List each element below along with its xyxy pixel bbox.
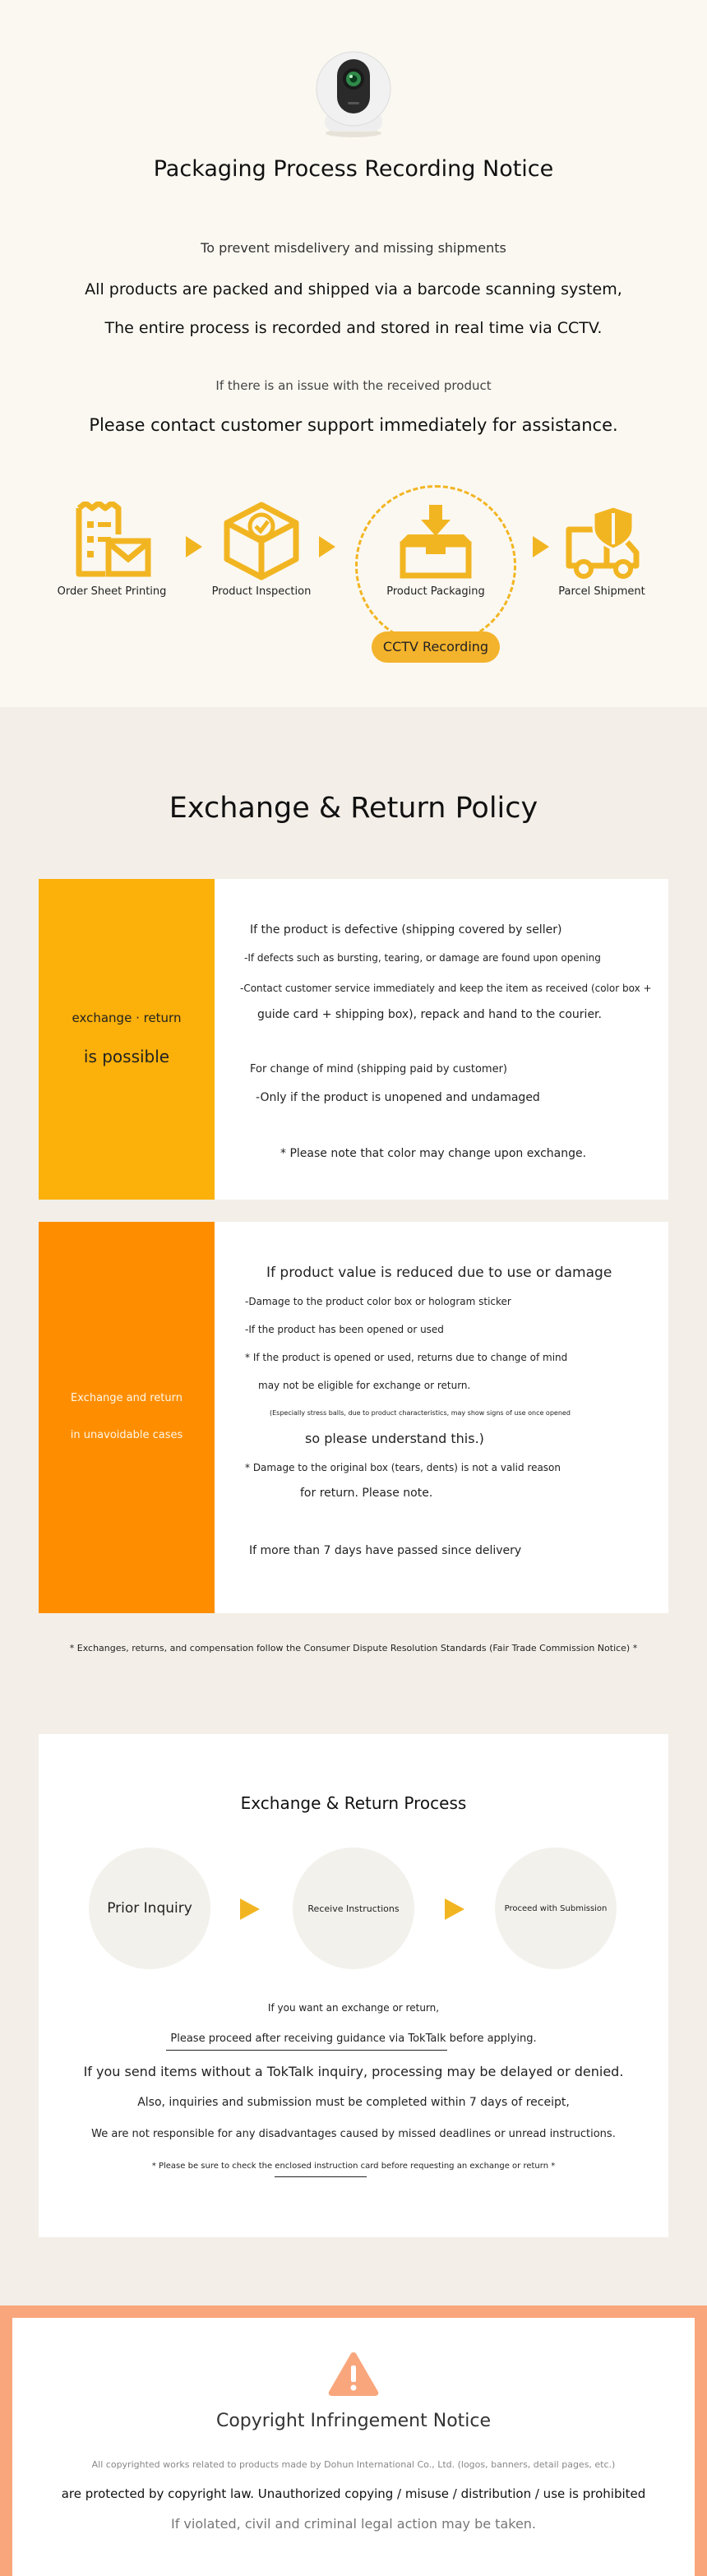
step-label: Receive Instructions xyxy=(307,1903,400,1914)
inspection-box-icon xyxy=(220,502,303,580)
underline xyxy=(275,2176,367,2177)
copyright-line: All copyrighted works related to products made by Dohun International Co., Ltd. (logos, banners, detail pages, etc.) xyxy=(91,2459,616,2470)
step-label: Parcel Shipment xyxy=(558,585,645,598)
policy-line: -Damage to the product color box or hologram sticker xyxy=(245,1296,511,1307)
recording-title: Packaging Process Recording Notice xyxy=(153,156,554,182)
side-label: Exchange and return xyxy=(71,1392,183,1404)
side-label: in unavoidable cases xyxy=(70,1429,183,1441)
policy-line: guide card + shipping box), repack and hand to the courier. xyxy=(257,1008,602,1021)
cctv-camera-icon xyxy=(315,48,392,140)
step-shipment xyxy=(544,502,659,598)
copyright-section xyxy=(0,2305,707,2576)
policy-line: * If the product is opened or used, returns due to change of mind xyxy=(245,1352,568,1363)
policy-line: -Only if the product is unopened and undamaged xyxy=(256,1091,540,1104)
process-line: If you send items without a TokTalk inquiry, processing may be delayed or denied. xyxy=(83,2064,624,2079)
step-label: Prior Inquiry xyxy=(107,1900,192,1917)
underline xyxy=(166,2050,447,2051)
policy-line: so please understand this.) xyxy=(305,1431,484,1446)
step-prior-inquiry xyxy=(89,1848,210,1969)
policy-line: If the product is defective (shipping covered by seller) xyxy=(250,923,562,937)
exchange-possible-side xyxy=(39,879,215,1200)
exchange-unavailable-box xyxy=(39,1222,668,1613)
truck-shield-icon xyxy=(561,502,643,580)
exchange-unavailable-side xyxy=(39,1222,215,1613)
packaging-box-icon xyxy=(395,502,477,580)
process-line: If you want an exchange or return, xyxy=(267,2002,440,2014)
issue-intro: If there is an issue with the received product xyxy=(215,378,492,393)
step-arrow-icon xyxy=(445,1898,464,1920)
copyright-line: are protected by copyright law. Unauthorized copying / misuse / distribution / use is prohibited xyxy=(61,2486,646,2501)
process-line: We are not responsible for any disadvantages caused by missed deadlines or unread instructions. xyxy=(91,2128,616,2140)
side-status: is possible xyxy=(83,1047,170,1066)
step-arrow-icon xyxy=(319,536,335,557)
order-sheet-icon xyxy=(71,502,153,580)
step-arrow-icon xyxy=(240,1898,260,1920)
step-label: Proceed with Submission xyxy=(504,1903,608,1913)
policy-line: For change of mind (shipping paid by customer) xyxy=(250,1063,507,1075)
step-arrow-icon xyxy=(186,536,202,557)
cctv-recording-badge: CCTV Recording xyxy=(372,631,500,663)
exchange-possible-box xyxy=(39,879,668,1200)
step-label: Product Inspection xyxy=(211,585,312,598)
recording-intro: To prevent misdelivery and missing shipments xyxy=(201,240,506,256)
policy-line: * Damage to the original box (tears, dents) is not a valid reason xyxy=(245,1462,561,1473)
process-card xyxy=(39,1734,668,2237)
copyright-card xyxy=(12,2318,695,2576)
recording-line-2: The entire process is recorded and stored in real time via CCTV. xyxy=(104,319,603,337)
step-receive-instructions xyxy=(293,1848,414,1969)
policy-line: If product value is reduced due to use or damage xyxy=(266,1265,612,1281)
process-line: * Please be sure to check the enclosed instruction card before requesting an exchange or return * xyxy=(151,2162,556,2171)
recording-line-1: All products are packed and shipped via a barcode scanning system, xyxy=(85,280,622,298)
step-label: Product Packaging xyxy=(386,585,485,598)
process-line: Also, inquiries and submission must be completed within 7 days of receipt, xyxy=(137,2096,570,2109)
policy-line: If more than 7 days have passed since delivery xyxy=(249,1544,522,1557)
policy-line: -If the product has been opened or used xyxy=(245,1324,444,1335)
step-inspection xyxy=(204,502,319,598)
process-line: Please proceed after receiving guidance via TokTalk before applying. xyxy=(170,2033,537,2045)
policy-title: Exchange & Return Policy xyxy=(169,792,538,825)
policy-footnote: * Exchanges, returns, and compensation follow the Consumer Dispute Resolution Standards (Fair Trade Commission Notice) * xyxy=(69,1643,638,1653)
policy-line: for return. Please note. xyxy=(300,1487,433,1500)
policy-line: -If defects such as bursting, tearing, or damage are found upon opening xyxy=(244,952,601,964)
policy-line: * Please note that color may change upon exchange. xyxy=(280,1147,587,1160)
copyright-line: If violated, civil and criminal legal action may be taken. xyxy=(170,2516,537,2532)
policy-line: (Especially stress balls, due to product characteristics, may show signs of use once opened xyxy=(270,1409,571,1417)
issue-line: Please contact customer support immediately for assistance. xyxy=(89,415,618,435)
side-label: exchange · return xyxy=(72,1011,182,1025)
copyright-title: Copyright Infringement Notice xyxy=(215,2411,492,2431)
process-title: Exchange & Return Process xyxy=(240,1793,467,1813)
recording-notice-section xyxy=(0,0,707,707)
step-proceed-submission xyxy=(495,1848,617,1969)
warning-triangle-icon xyxy=(327,2351,380,2400)
policy-line: -Contact customer service immediately and keep the item as received (color box + xyxy=(240,983,652,994)
step-order-sheet xyxy=(54,502,169,598)
step-label: Order Sheet Printing xyxy=(57,585,167,598)
step-packaging xyxy=(378,502,493,598)
policy-line: may not be eligible for exchange or return. xyxy=(258,1380,471,1391)
